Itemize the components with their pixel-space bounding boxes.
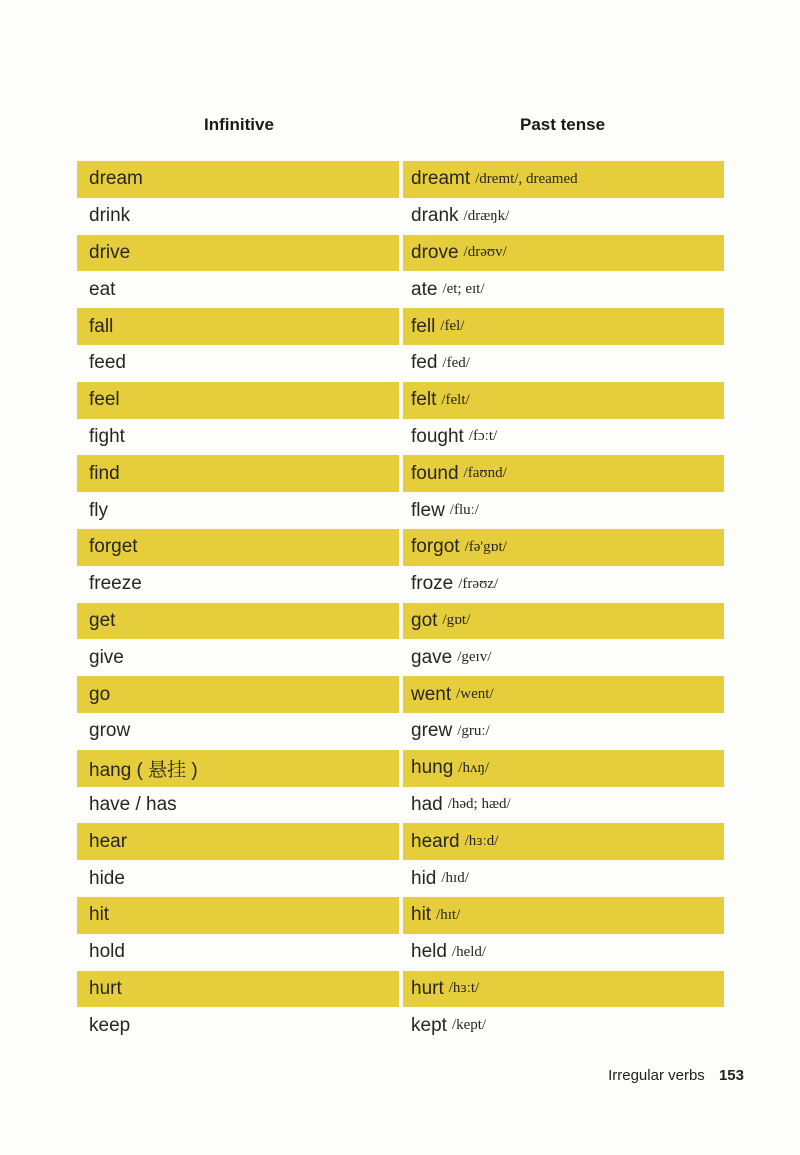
phonetic-transcription: /kept/ bbox=[451, 1017, 487, 1034]
infinitive-text: hear bbox=[89, 830, 128, 852]
past-tense-word: flew bbox=[411, 499, 445, 521]
phonetic-transcription: /fel/ bbox=[440, 318, 465, 335]
phonetic-transcription: /hɜːd/ bbox=[464, 833, 499, 850]
phonetic-transcription: /fɔːt/ bbox=[468, 428, 498, 445]
table-row bbox=[77, 934, 724, 971]
infinitive-text: hurt bbox=[89, 977, 122, 999]
phonetic-transcription: /frəʊz/ bbox=[458, 575, 499, 592]
table-row bbox=[77, 1007, 724, 1044]
past-tense-word: ate bbox=[411, 278, 438, 300]
infinitive-text: grow bbox=[89, 720, 131, 742]
past-tense-word: found bbox=[411, 462, 459, 484]
infinitive-text: go bbox=[89, 683, 111, 705]
past-tense-word: held bbox=[411, 941, 447, 963]
table-row bbox=[77, 860, 724, 897]
past-tense-word: hurt bbox=[411, 977, 444, 999]
infinitive-text: keep bbox=[89, 1014, 131, 1036]
phonetic-transcription: /fə'gɒt/ bbox=[464, 538, 507, 555]
infinitive-header: Infinitive bbox=[204, 115, 274, 134]
phonetic-transcription: /hɪd/ bbox=[441, 870, 469, 887]
infinitive-cell bbox=[77, 419, 399, 456]
past-tense-cell bbox=[403, 566, 724, 603]
past-tense-word: fed bbox=[411, 352, 438, 374]
table-row bbox=[77, 198, 724, 235]
infinitive-cell bbox=[77, 787, 399, 824]
table-row bbox=[77, 676, 724, 713]
infinitive-cell bbox=[77, 860, 399, 897]
phonetic-transcription: /faʊnd/ bbox=[463, 465, 507, 482]
past-tense-cell bbox=[403, 419, 724, 456]
phonetic-transcription: /hɜːt/ bbox=[448, 980, 480, 997]
table-row bbox=[77, 750, 724, 787]
infinitive-cell bbox=[77, 823, 399, 860]
infinitive-cell bbox=[77, 1007, 399, 1044]
infinitive-text: fight bbox=[89, 425, 125, 447]
phonetic-transcription: /held/ bbox=[451, 943, 487, 960]
past-tense-word: had bbox=[411, 793, 443, 815]
past-tense-cell bbox=[403, 971, 724, 1008]
past-tense-word: grew bbox=[411, 720, 453, 742]
infinitive-text: feed bbox=[89, 352, 126, 374]
table-row bbox=[77, 161, 724, 198]
infinitive-text: hide bbox=[89, 867, 125, 889]
table-row bbox=[77, 419, 724, 456]
infinitive-cell bbox=[77, 750, 399, 787]
past-tense-cell bbox=[403, 235, 724, 272]
irregular-verbs-table bbox=[77, 161, 724, 1044]
past-tense-cell bbox=[403, 271, 724, 308]
infinitive-text: dream bbox=[89, 168, 143, 190]
infinitive-cell bbox=[77, 971, 399, 1008]
past-tense-cell bbox=[403, 750, 724, 787]
phonetic-transcription: /fluː/ bbox=[449, 502, 479, 519]
table-row bbox=[77, 345, 724, 382]
page-footer bbox=[608, 1067, 744, 1084]
table-row bbox=[77, 823, 724, 860]
infinitive-text: hit bbox=[89, 904, 110, 926]
infinitive-text: hold bbox=[89, 941, 125, 963]
past-tense-word: felt bbox=[411, 389, 437, 411]
past-tense-cell bbox=[403, 897, 724, 934]
past-tense-cell bbox=[403, 382, 724, 419]
past-tense-cell bbox=[403, 713, 724, 750]
phonetic-transcription: /dremt/, dreamed bbox=[475, 170, 578, 187]
past-tense-cell bbox=[403, 639, 724, 676]
past-tense-header: Past tense bbox=[520, 115, 606, 134]
phonetic-transcription: /felt/ bbox=[441, 391, 470, 408]
past-tense-word: hit bbox=[411, 904, 432, 926]
table-row bbox=[77, 455, 724, 492]
phonetic-transcription: /gruː/ bbox=[457, 722, 490, 739]
phonetic-transcription: /hɪt/ bbox=[436, 906, 461, 923]
phonetic-transcription: /went/ bbox=[456, 686, 494, 703]
past-tense-word: drove bbox=[411, 241, 459, 263]
past-tense-cell bbox=[403, 198, 724, 235]
past-tense-cell bbox=[403, 1007, 724, 1044]
table-row bbox=[77, 713, 724, 750]
table-row bbox=[77, 492, 724, 529]
past-tense-word: fought bbox=[411, 425, 464, 447]
phonetic-transcription: /fed/ bbox=[442, 354, 470, 371]
infinitive-text: hang ( 悬挂 ) bbox=[89, 759, 198, 781]
table-row bbox=[77, 603, 724, 640]
infinitive-text: freeze bbox=[89, 573, 142, 595]
table-row bbox=[77, 639, 724, 676]
infinitive-text: fall bbox=[89, 315, 114, 337]
past-tense-word: hung bbox=[411, 757, 454, 779]
phonetic-transcription: /hʌŋ/ bbox=[458, 759, 490, 776]
page-number: 153 bbox=[718, 1067, 744, 1084]
past-tense-word: kept bbox=[411, 1014, 447, 1036]
infinitive-text: feel bbox=[89, 389, 120, 411]
past-tense-word: dreamt bbox=[411, 168, 471, 190]
past-tense-cell bbox=[403, 308, 724, 345]
phonetic-transcription: /dræŋk/ bbox=[463, 207, 510, 224]
infinitive-cell bbox=[77, 382, 399, 419]
past-tense-word: forgot bbox=[411, 536, 460, 558]
phonetic-transcription: /həd; hæd/ bbox=[447, 796, 511, 813]
past-tense-cell bbox=[403, 345, 724, 382]
past-tense-word: froze bbox=[411, 573, 454, 595]
table-row bbox=[77, 308, 724, 345]
past-tense-cell bbox=[403, 823, 724, 860]
past-tense-cell bbox=[403, 603, 724, 640]
past-tense-cell bbox=[403, 529, 724, 566]
infinitive-cell bbox=[77, 934, 399, 971]
past-tense-cell bbox=[403, 455, 724, 492]
past-tense-cell bbox=[403, 860, 724, 897]
table-row bbox=[77, 566, 724, 603]
infinitive-text: eat bbox=[89, 278, 116, 300]
phonetic-transcription: /gɒt/ bbox=[442, 612, 471, 629]
phonetic-transcription: /drəʊv/ bbox=[463, 244, 507, 261]
past-tense-word: got bbox=[411, 609, 438, 631]
infinitive-cell bbox=[77, 455, 399, 492]
past-tense-cell bbox=[403, 787, 724, 824]
infinitive-cell bbox=[77, 271, 399, 308]
past-tense-cell bbox=[403, 161, 724, 198]
past-tense-word: heard bbox=[411, 830, 460, 852]
infinitive-cell bbox=[77, 308, 399, 345]
table-row bbox=[77, 382, 724, 419]
infinitive-cell bbox=[77, 566, 399, 603]
infinitive-cell bbox=[77, 529, 399, 566]
infinitive-text: find bbox=[89, 462, 120, 484]
infinitive-text: forget bbox=[89, 536, 138, 558]
infinitive-text: drive bbox=[89, 241, 131, 263]
column-headers bbox=[0, 115, 800, 139]
table-row bbox=[77, 787, 724, 824]
table-row bbox=[77, 235, 724, 272]
infinitive-cell bbox=[77, 492, 399, 529]
past-tense-cell bbox=[403, 492, 724, 529]
infinitive-text: get bbox=[89, 609, 116, 631]
infinitive-cell bbox=[77, 198, 399, 235]
past-tense-word: gave bbox=[411, 646, 453, 668]
past-tense-word: hid bbox=[411, 867, 437, 889]
infinitive-text: drink bbox=[89, 205, 131, 227]
table-row bbox=[77, 897, 724, 934]
past-tense-word: went bbox=[411, 683, 452, 705]
infinitive-cell bbox=[77, 603, 399, 640]
infinitive-cell bbox=[77, 639, 399, 676]
phonetic-transcription: /et; eɪt/ bbox=[442, 281, 485, 298]
infinitive-cell bbox=[77, 161, 399, 198]
past-tense-word: drank bbox=[411, 205, 459, 227]
past-tense-cell bbox=[403, 676, 724, 713]
phonetic-transcription: /geɪv/ bbox=[457, 649, 492, 666]
table-row bbox=[77, 271, 724, 308]
past-tense-cell bbox=[403, 934, 724, 971]
table-row bbox=[77, 971, 724, 1008]
infinitive-cell bbox=[77, 676, 399, 713]
section-title: Irregular verbs bbox=[608, 1067, 705, 1084]
infinitive-text: have / has bbox=[89, 793, 177, 815]
infinitive-text: give bbox=[89, 646, 124, 668]
infinitive-cell bbox=[77, 345, 399, 382]
infinitive-cell bbox=[77, 897, 399, 934]
past-tense-word: fell bbox=[411, 315, 436, 337]
infinitive-cell bbox=[77, 235, 399, 272]
infinitive-text: fly bbox=[89, 499, 108, 521]
table-row bbox=[77, 529, 724, 566]
infinitive-cell bbox=[77, 713, 399, 750]
